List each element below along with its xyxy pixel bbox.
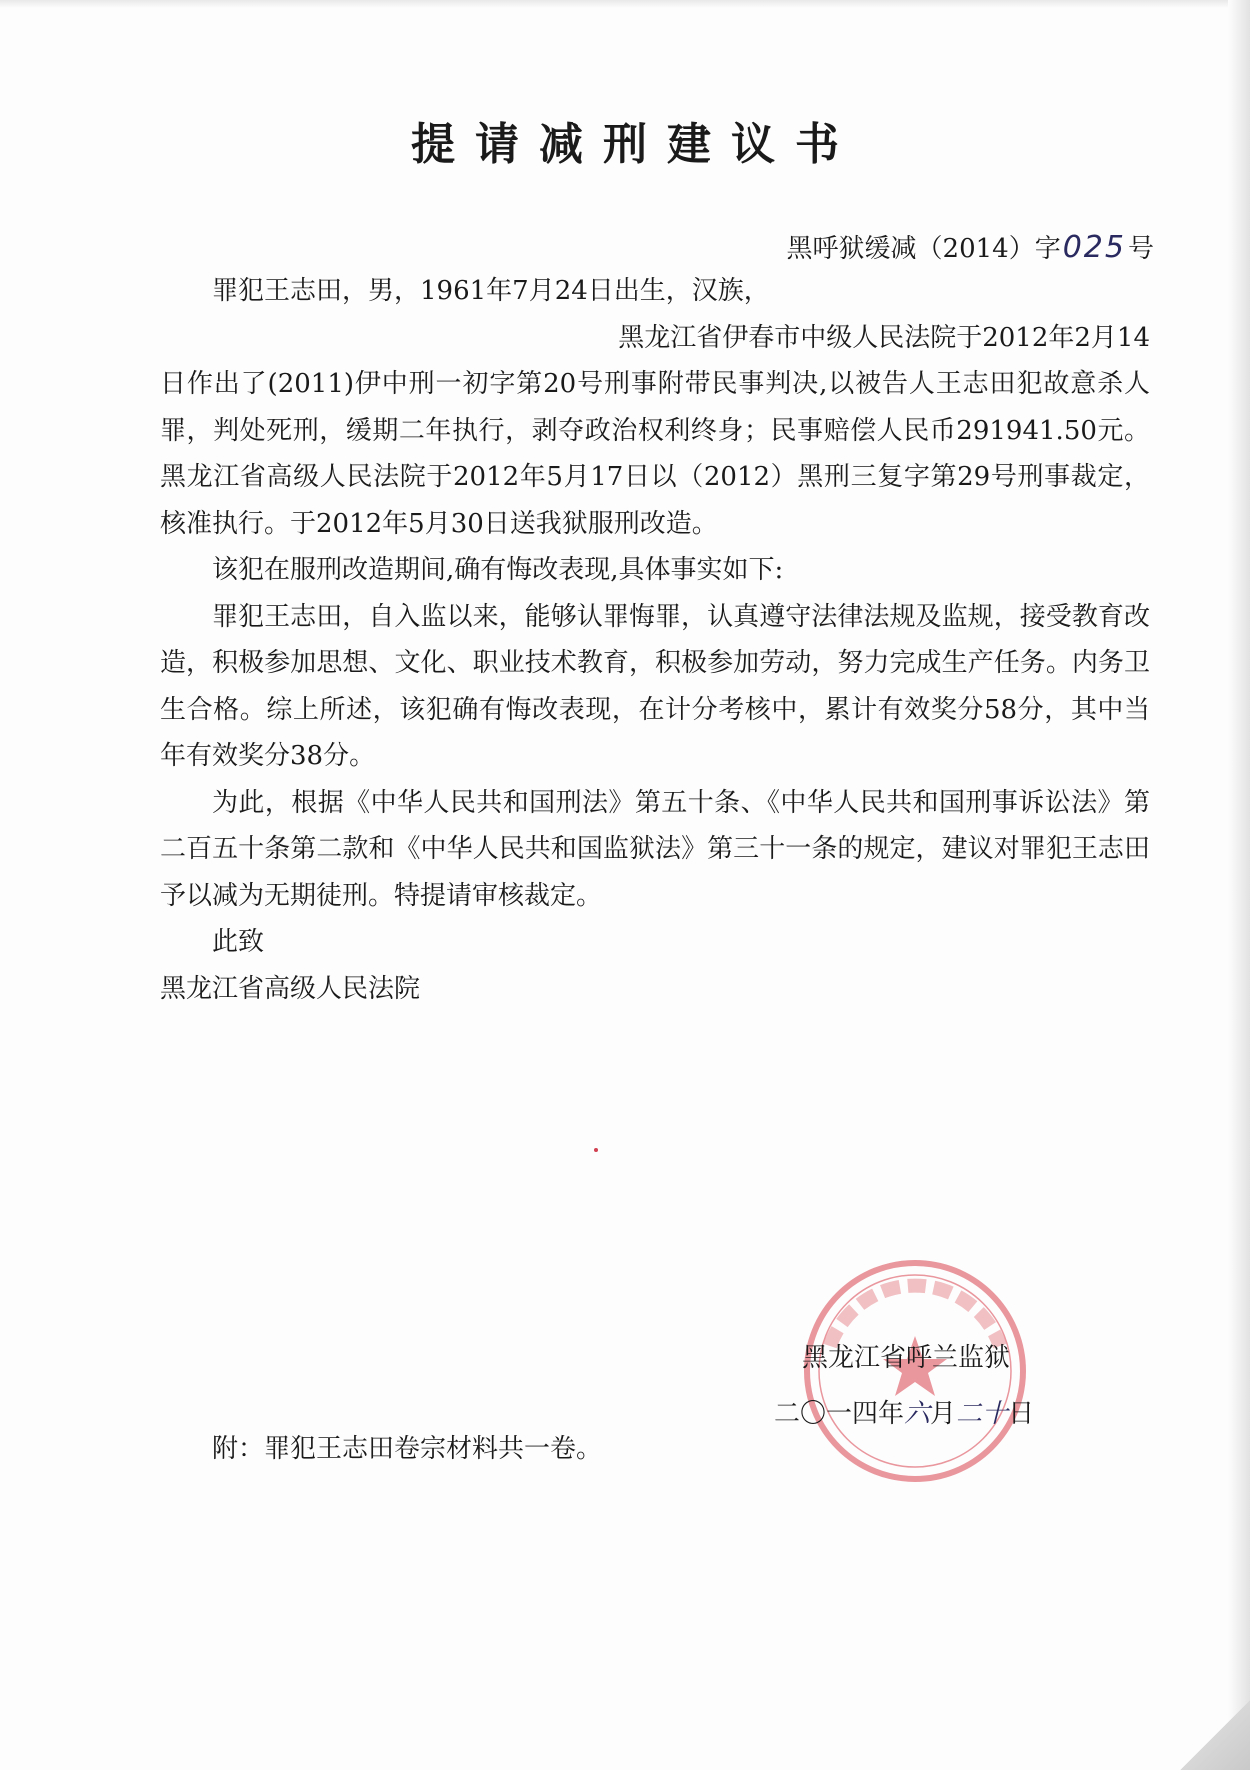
paragraph-facts: 罪犯王志田，自入监以来，能够认罪悔罪，认真遵守法律法规及监规，接受教育改造，积极参加思想、文化、职业技术教育，积极参加劳动，努力完成生产任务。内务卫生合格。综上所述，该犯确有悔改表现，在计分考核中，累计有效奖分58分，其中当年有效奖分38分。 xyxy=(160,601,1150,771)
signature-date-month-handwritten: 六 xyxy=(904,1399,931,1429)
paragraph-judgment: 日作出了(2011)伊中刑一初字第20号刑事附带民事判决,以被告人王志田犯故意杀人罪，判处死刑，缓期二年执行，剥夺政治权利终身；民事赔偿人民币291941.50元。黑龙江省高级人民法院于2012年5月17日以（2012）黑刑三复字第29号刑事裁定，核准执行。于2012年5月30日送我狱服刑改造。 xyxy=(160,369,1150,539)
scan-page-corner xyxy=(1180,1700,1250,1770)
paragraph-court-line: 黑龙江省伊春市中级人民法院于2012年2月14 xyxy=(618,322,1150,353)
scan-edge-top xyxy=(0,0,1250,8)
recipient: 黑龙江省高级人民法院 xyxy=(160,973,421,1004)
paragraph-facts-intro: 该犯在服刑改造期间,确有悔改表现,具体事实如下: xyxy=(212,555,784,585)
signature-date xyxy=(774,1386,1034,1442)
red-ink-dot xyxy=(594,1148,598,1152)
signature-date-suffix: 日 xyxy=(1008,1399,1035,1429)
document-number xyxy=(787,228,1154,265)
salutation: 此致 xyxy=(212,927,265,957)
document-title: 提请减刑建议书 xyxy=(411,119,859,170)
document-number-handwritten: 025 xyxy=(1062,230,1126,265)
signature-organization: 黑龙江省呼兰监狱 xyxy=(802,1343,1011,1373)
signature-block xyxy=(774,1330,1034,1442)
document-number-prefix: 黑呼狱缓减（2014）字 xyxy=(786,234,1061,264)
scan-edge-right xyxy=(1228,0,1250,1770)
document-number-suffix: 号 xyxy=(1127,234,1154,264)
attachment-note: 附：罪犯王志田卷宗材料共一卷。 xyxy=(212,1434,603,1464)
signature-date-day-handwritten: 二十 xyxy=(956,1399,1009,1429)
signature-date-prefix: 二〇一四年 xyxy=(774,1399,905,1429)
paragraph-criminal-info: 罪犯王志田，男，1961年7月24日出生，汉族， xyxy=(212,276,770,306)
signature-date-mid: 月 xyxy=(930,1399,957,1429)
paragraph-legal-basis: 为此，根据《中华人民共和国刑法》第五十条、《中华人民共和国刑事诉讼法》第二百五十条第二款和《中华人民共和国监狱法》第三十一条的规定，建议对罪犯王志田予以减为无期徒刑。特提请审核裁定。 xyxy=(160,787,1150,911)
document-body xyxy=(160,268,1150,1012)
